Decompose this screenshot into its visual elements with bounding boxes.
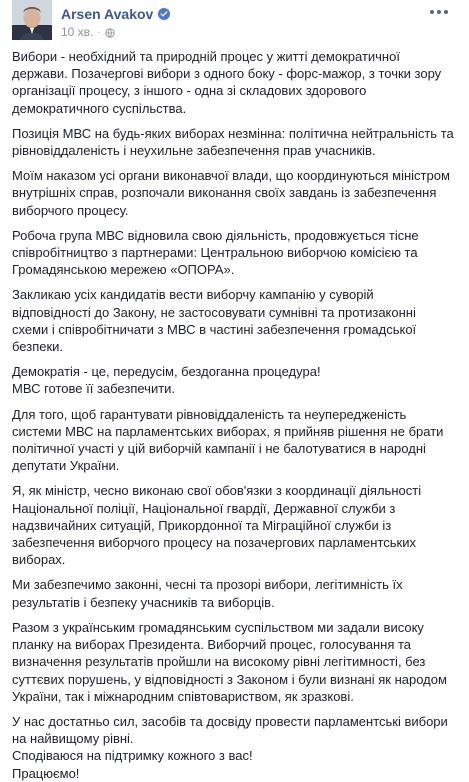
post-line: Робоча група МВС відновила свою діяльність, продовжується тісне	[12, 227, 419, 243]
post-line: забезпечення виборчого процесу на позачергових парламентських	[12, 535, 416, 551]
post-paragraph	[12, 576, 458, 610]
post-line: МВС готове її забезпечити.	[12, 381, 176, 397]
post-line: рівновіддаленість і неухильне забезпечення прав учасників.	[12, 143, 376, 159]
post-paragraph	[12, 167, 458, 219]
post-line: Громадянською мережею «ОПОРА».	[12, 262, 235, 278]
post-line: Разом з українським громадянським суспільством ми задали високу	[12, 619, 424, 635]
post-line: визначення результатів пройшли на високому рівні легітимності, без	[12, 654, 426, 670]
post-line: Для того, щоб гарантувати рівновіддаленість та неупередженість	[12, 406, 407, 422]
post-line: надзвичайних ситуацій, Прикордонної та Міграційної служби із	[12, 517, 392, 533]
more-dot-icon	[430, 10, 434, 14]
post-line: Ми забезпечимо законні, чесні та прозорі вибори, легітимність їх	[12, 577, 403, 593]
post-line: Вибори - необхідний та природній процес у житті демократичної	[12, 49, 400, 64]
author-line	[61, 6, 170, 22]
author-name-link[interactable]: Arsen Avakov	[61, 6, 154, 22]
post-line: організації процесу, з іншого - одна зі складових здорового	[12, 83, 367, 99]
post-line: внутрішніх справ, розпочали виконання своїх завдань із забезпечення	[12, 185, 437, 201]
post-meta	[61, 25, 115, 39]
post-line: держави. Позачергові вибори з одного боку - форс-мажор, з точки зору	[12, 66, 442, 82]
post-paragraph	[12, 619, 458, 705]
more-options-icon[interactable]	[427, 4, 451, 20]
public-audience-icon	[105, 28, 115, 38]
post-paragraph	[12, 363, 458, 397]
post-line: Працюємо!	[12, 765, 80, 781]
post-paragraph	[12, 406, 458, 475]
post-line: демократичного суспільства.	[12, 100, 187, 116]
post-paragraph	[12, 286, 458, 355]
post-line: політичної участі у цій виборчій кампанії і не балотуватися в народні	[12, 441, 426, 457]
post-line: Моїм наказом усі органи виконавчої влади, що координуються міністром	[12, 168, 450, 184]
post-line: Сподіваюся на підтримку кожного з вас!	[12, 748, 253, 764]
post-line: Національної поліції, Національної гвардії, Державної служби з	[12, 500, 396, 516]
post-line: безпеки.	[12, 339, 64, 355]
post-line: планку на виборах Президента. Виборчий процес, голосування та	[12, 637, 412, 653]
verified-badge-icon	[158, 8, 170, 20]
globe-icon[interactable]	[105, 27, 115, 37]
post-line: співробітництво з партнерами: Центральною виборчою комісією та	[12, 245, 418, 261]
avatar-image	[12, 0, 52, 40]
check-icon	[160, 10, 168, 18]
post-body	[12, 48, 458, 782]
post-paragraph	[12, 125, 458, 159]
post-line: депутати України.	[12, 458, 120, 474]
post-line: відповідності до Закону, не застосовувати сумнівні та протизаконні	[12, 304, 416, 320]
post-paragraph	[12, 48, 458, 117]
post-line: виборчого процесу.	[12, 202, 129, 218]
author-avatar[interactable]	[12, 0, 52, 40]
post-line: на найвищому рівні.	[12, 731, 134, 747]
post-line: Демократія - це, передусім, бездоганна процедура!	[12, 364, 321, 380]
post-header	[12, 0, 459, 46]
more-dot-icon	[444, 10, 448, 14]
post-timestamp-link[interactable]: 10 хв.	[61, 25, 94, 39]
post-paragraph	[12, 482, 458, 568]
post-line: системи МВС на парламентських виборах, я прийняв рішення не брати	[12, 423, 444, 439]
post-paragraph	[12, 227, 458, 279]
meta-separator: ·	[97, 26, 101, 38]
post-line: Закликаю усіх кандидатів вести виборчу кампанію у суворій	[12, 287, 374, 303]
post-line: виборах.	[12, 552, 66, 568]
post-line: схеми і співробітничати з МВС в частині забезпечення громадської	[12, 321, 417, 337]
post-line: результатів і безпеку учасників та виборців.	[12, 594, 275, 610]
more-dot-icon	[437, 10, 441, 14]
post-line: У нас достатньо сил, засобів та досвіду провести парламентські вибори	[12, 713, 448, 729]
post-line: суттєвих порушень, у відповідності з Законом і були визнані як народом	[12, 671, 447, 687]
post-line: Я, як міністр, чесно виконаю свої обов'язки з координації діяльності	[12, 483, 422, 499]
post-line: України, так і міжнародним співтовариством, як зразкові.	[12, 688, 354, 704]
post-paragraph	[12, 713, 458, 782]
post-line: Позиція МВС на будь-яких виборах незмінна: політична нейтральність та	[12, 125, 454, 141]
